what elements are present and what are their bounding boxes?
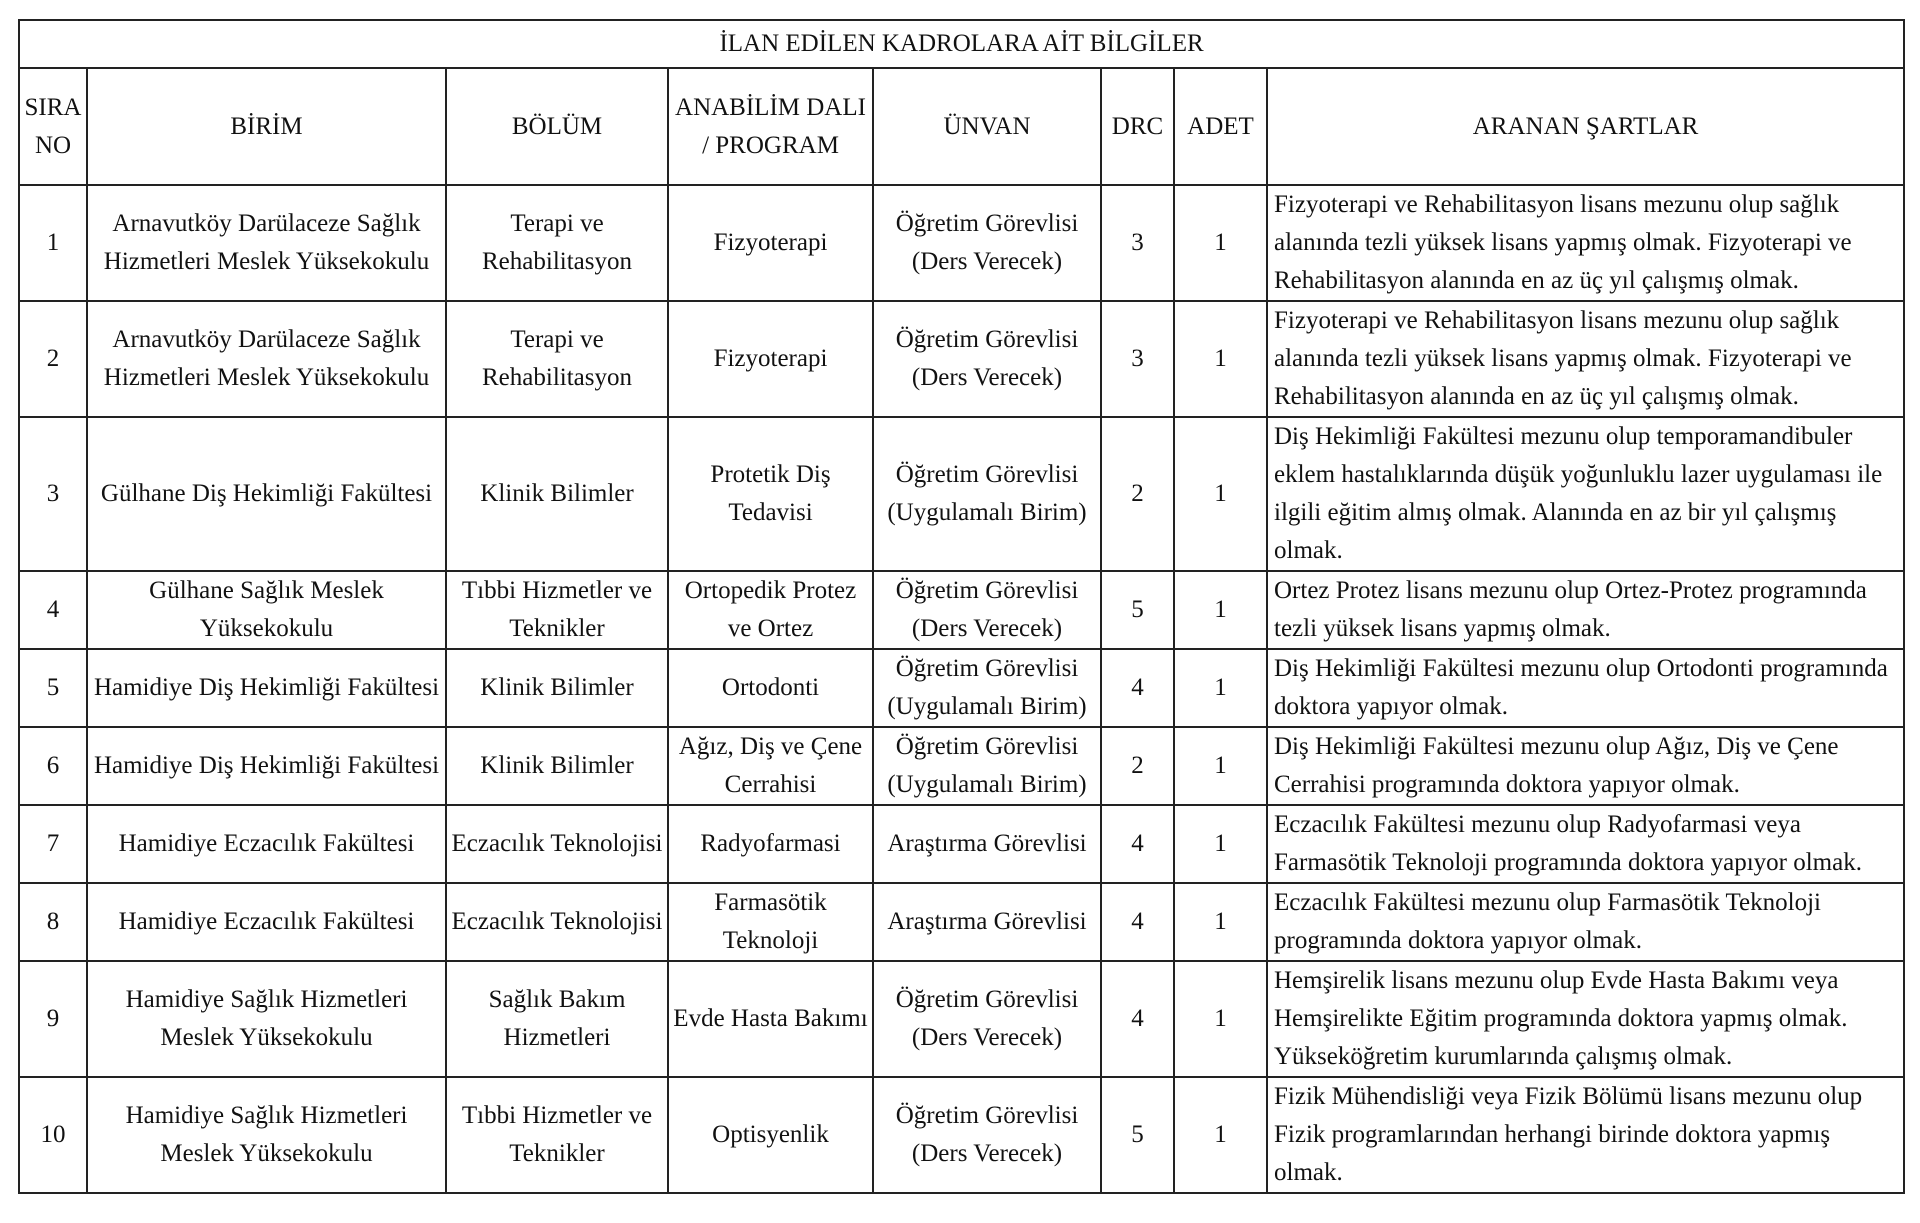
table-row [19, 571, 1904, 649]
table-row [19, 185, 1904, 301]
cell-bolum: Terapi ve Rehabilitasyon [446, 185, 668, 301]
table-title: İLAN EDİLEN KADROLARA AİT BİLGİLER [19, 20, 1904, 68]
cell-bolum: Klinik Bilimler [446, 649, 668, 727]
cell-birim: Hamidiye Sağlık Hizmetleri Meslek Yüksekokulu [87, 961, 446, 1077]
cell-sira: 4 [19, 571, 87, 649]
cell-drc: 4 [1101, 649, 1174, 727]
cell-sartlar: Diş Hekimliği Fakültesi mezunu olup Ortodonti programında doktora yapıyor olmak. [1267, 649, 1904, 727]
cell-adet: 1 [1174, 727, 1267, 805]
cell-adet: 1 [1174, 185, 1267, 301]
cell-adet: 1 [1174, 805, 1267, 883]
col-header-sartlar: ARANAN ŞARTLAR [1267, 68, 1904, 185]
cell-anabilim: Protetik Diş Tedavisi [668, 417, 873, 571]
cell-anabilim: Radyofarmasi [668, 805, 873, 883]
cell-birim: Arnavutköy Darülaceze Sağlık Hizmetleri Meslek Yüksekokulu [87, 301, 446, 417]
cell-bolum: Sağlık Bakım Hizmetleri [446, 961, 668, 1077]
cell-sartlar: Diş Hekimliği Fakültesi mezunu olup Ağız, Diş ve Çene Cerrahisi programında doktora yapıyor olmak. [1267, 727, 1904, 805]
col-header-adet: ADET [1174, 68, 1267, 185]
cell-sira: 6 [19, 727, 87, 805]
cell-unvan: Öğretim Görevlisi (Uygulamalı Birim) [873, 727, 1101, 805]
cell-adet: 1 [1174, 649, 1267, 727]
cell-sira: 2 [19, 301, 87, 417]
cell-sartlar: Eczacılık Fakültesi mezunu olup Radyofarmasi veya Farmasötik Teknoloji programında doktora yapıyor olmak. [1267, 805, 1904, 883]
cell-bolum: Klinik Bilimler [446, 417, 668, 571]
table-row [19, 1077, 1904, 1193]
cell-bolum: Tıbbi Hizmetler ve Teknikler [446, 571, 668, 649]
cell-sira: 5 [19, 649, 87, 727]
cell-drc: 4 [1101, 805, 1174, 883]
table-row [19, 883, 1904, 961]
cell-drc: 4 [1101, 883, 1174, 961]
cell-birim: Hamidiye Sağlık Hizmetleri Meslek Yüksekokulu [87, 1077, 446, 1193]
cell-adet: 1 [1174, 961, 1267, 1077]
cell-drc: 2 [1101, 727, 1174, 805]
cell-drc: 4 [1101, 961, 1174, 1077]
cell-drc: 3 [1101, 301, 1174, 417]
table-row [19, 649, 1904, 727]
cell-adet: 1 [1174, 301, 1267, 417]
cell-unvan: Araştırma Görevlisi [873, 805, 1101, 883]
cell-drc: 5 [1101, 1077, 1174, 1193]
cell-birim: Hamidiye Diş Hekimliği Fakültesi [87, 649, 446, 727]
cell-sira: 3 [19, 417, 87, 571]
cell-bolum: Terapi ve Rehabilitasyon [446, 301, 668, 417]
cell-sira: 1 [19, 185, 87, 301]
col-header-sira: SIRA NO [19, 68, 87, 185]
cell-sartlar: Eczacılık Fakültesi mezunu olup Farmasötik Teknoloji programında doktora yapıyor olmak. [1267, 883, 1904, 961]
cell-bolum: Klinik Bilimler [446, 727, 668, 805]
cell-anabilim: Evde Hasta Bakımı [668, 961, 873, 1077]
cell-adet: 1 [1174, 883, 1267, 961]
cell-sartlar: Fizyoterapi ve Rehabilitasyon lisans mezunu olup sağlık alanında tezli yüksek lisans yapmış olmak. Fizyoterapi ve Rehabilitasyon alanında en az üç yıl çalışmış olmak. [1267, 185, 1904, 301]
cell-sira: 7 [19, 805, 87, 883]
cell-unvan: Öğretim Görevlisi (Ders Verecek) [873, 185, 1101, 301]
table-row [19, 961, 1904, 1077]
cell-birim: Gülhane Sağlık Meslek Yüksekokulu [87, 571, 446, 649]
cell-adet: 1 [1174, 1077, 1267, 1193]
cell-anabilim: Fizyoterapi [668, 185, 873, 301]
col-header-drc: DRC [1101, 68, 1174, 185]
cell-birim: Hamidiye Eczacılık Fakültesi [87, 883, 446, 961]
cell-adet: 1 [1174, 571, 1267, 649]
table-row [19, 301, 1904, 417]
cell-bolum: Eczacılık Teknolojisi [446, 805, 668, 883]
cell-birim: Arnavutköy Darülaceze Sağlık Hizmetleri Meslek Yüksekokulu [87, 185, 446, 301]
col-header-anabilim: ANABİLİM DALI / PROGRAM [668, 68, 873, 185]
cell-sartlar: Fizyoterapi ve Rehabilitasyon lisans mezunu olup sağlık alanında tezli yüksek lisans yapmış olmak. Fizyoterapi ve Rehabilitasyon alanında en az üç yıl çalışmış olmak. [1267, 301, 1904, 417]
cell-anabilim: Fizyoterapi [668, 301, 873, 417]
col-header-bolum: BÖLÜM [446, 68, 668, 185]
cell-birim: Hamidiye Diş Hekimliği Fakültesi [87, 727, 446, 805]
cell-unvan: Öğretim Görevlisi (Uygulamalı Birim) [873, 649, 1101, 727]
cell-drc: 3 [1101, 185, 1174, 301]
cell-sartlar: Hemşirelik lisans mezunu olup Evde Hasta Bakımı veya Hemşirelikte Eğitim programında doktora yapmış olmak. Yükseköğretim kurumlarında çalışmış olmak. [1267, 961, 1904, 1077]
cell-unvan: Öğretim Görevlisi (Ders Verecek) [873, 961, 1101, 1077]
cell-anabilim: Farmasötik Teknoloji [668, 883, 873, 961]
cell-adet: 1 [1174, 417, 1267, 571]
cell-bolum: Eczacılık Teknolojisi [446, 883, 668, 961]
cell-birim: Hamidiye Eczacılık Fakültesi [87, 805, 446, 883]
cell-drc: 5 [1101, 571, 1174, 649]
cell-drc: 2 [1101, 417, 1174, 571]
col-header-unvan: ÜNVAN [873, 68, 1101, 185]
cell-sira: 9 [19, 961, 87, 1077]
cell-unvan: Öğretim Görevlisi (Ders Verecek) [873, 571, 1101, 649]
positions-table [18, 19, 1905, 1194]
cell-unvan: Öğretim Görevlisi (Ders Verecek) [873, 1077, 1101, 1193]
cell-sartlar: Fizik Mühendisliği veya Fizik Bölümü lisans mezunu olup Fizik programlarından herhangi birinde doktora yapmış olmak. [1267, 1077, 1904, 1193]
cell-unvan: Araştırma Görevlisi [873, 883, 1101, 961]
table-row [19, 805, 1904, 883]
cell-sartlar: Diş Hekimliği Fakültesi mezunu olup temporamandibuler eklem hastalıklarında düşük yoğunluklu lazer uygulaması ile ilgili eğitim almış olmak. Alanında en az bir yıl çalışmış olmak. [1267, 417, 1904, 571]
cell-unvan: Öğretim Görevlisi (Uygulamalı Birim) [873, 417, 1101, 571]
cell-anabilim: Ağız, Diş ve Çene Cerrahisi [668, 727, 873, 805]
cell-sira: 8 [19, 883, 87, 961]
cell-sartlar: Ortez Protez lisans mezunu olup Ortez-Protez programında tezli yüksek lisans yapmış olmak. [1267, 571, 1904, 649]
cell-sira: 10 [19, 1077, 87, 1193]
cell-bolum: Tıbbi Hizmetler ve Teknikler [446, 1077, 668, 1193]
cell-anabilim: Optisyenlik [668, 1077, 873, 1193]
col-header-birim: BİRİM [87, 68, 446, 185]
cell-anabilim: Ortopedik Protez ve Ortez [668, 571, 873, 649]
cell-unvan: Öğretim Görevlisi (Ders Verecek) [873, 301, 1101, 417]
table-row [19, 417, 1904, 571]
table-row [19, 727, 1904, 805]
cell-anabilim: Ortodonti [668, 649, 873, 727]
cell-birim: Gülhane Diş Hekimliği Fakültesi [87, 417, 446, 571]
